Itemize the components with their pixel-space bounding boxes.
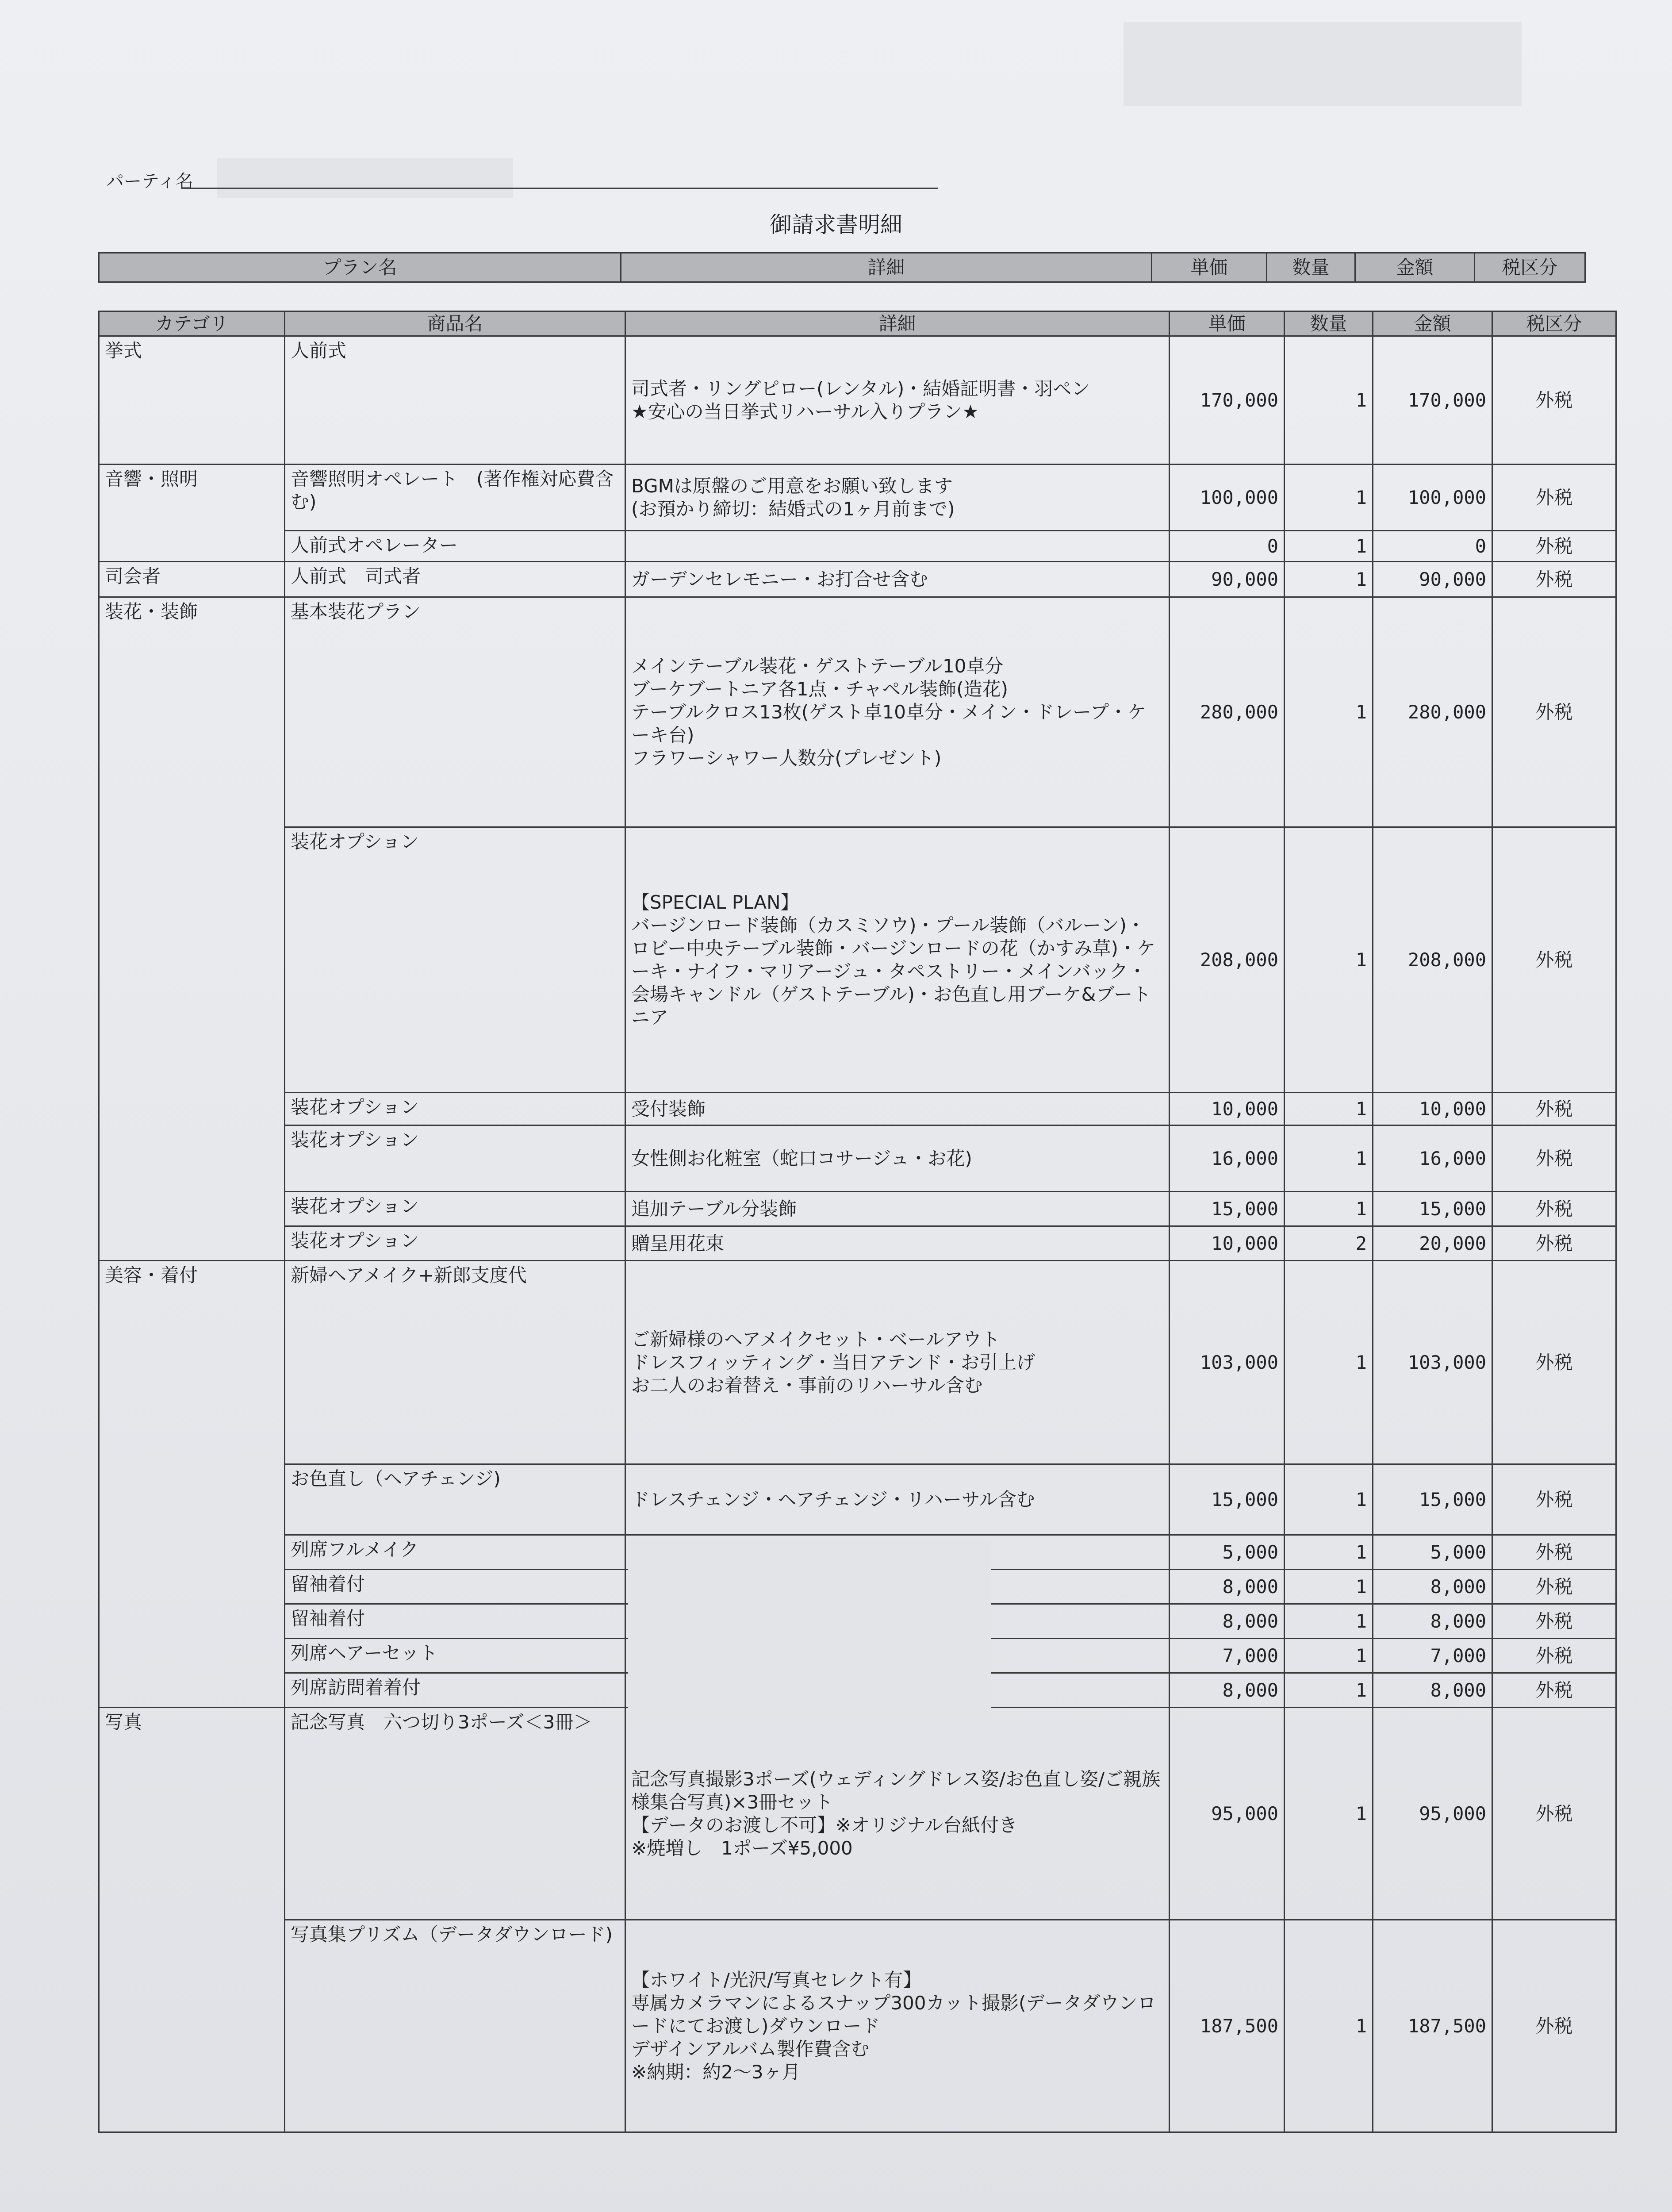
unit-price-cell: 15,000 <box>1170 1192 1285 1226</box>
category-header: カテゴリ <box>99 311 285 336</box>
unit-price-cell: 15,000 <box>1170 1464 1285 1535</box>
product-name-cell: 留袖着付 <box>285 1604 625 1639</box>
product-name-cell: 記念写真 六つ切り3ポーズ＜3冊＞ <box>285 1708 625 1920</box>
unit-price-cell: 187,500 <box>1170 1920 1285 2132</box>
quantity-cell: 1 <box>1285 1920 1373 2132</box>
plan-tax-header: 税区分 <box>1475 253 1585 282</box>
table-row <box>99 336 1616 465</box>
unit-price-cell: 8,000 <box>1170 1604 1285 1639</box>
amount-cell: 16,000 <box>1373 1125 1492 1192</box>
quantity-cell: 1 <box>1285 562 1373 597</box>
tax-cell: 外税 <box>1492 1570 1616 1604</box>
table-row <box>99 1192 1616 1226</box>
table-row <box>99 1226 1616 1261</box>
unit-price-cell: 100,000 <box>1170 465 1285 531</box>
table-row <box>99 827 1616 1093</box>
product-name-cell: 新婦ヘアメイク+新郎支度代 <box>285 1261 625 1464</box>
quantity-cell: 2 <box>1285 1226 1373 1261</box>
quantity-cell: 1 <box>1285 827 1373 1093</box>
table-row <box>99 1708 1616 1920</box>
tax-cell: 外税 <box>1492 1192 1616 1226</box>
document-title: 御請求書明細 <box>770 212 902 238</box>
product-name-cell: お色直し（ヘアチェンジ) <box>285 1464 625 1535</box>
category-cell: 美容・着付 <box>99 1261 285 1708</box>
product-name-cell: 音響照明オペレート (著作権対応費含む) <box>285 465 625 531</box>
category-cell: 装花・装飾 <box>99 597 285 1261</box>
quantity-cell: 1 <box>1285 1535 1373 1570</box>
product-name-cell: 装花オプション <box>285 1226 625 1261</box>
amount-cell: 8,000 <box>1373 1570 1492 1604</box>
unit-price-cell: 8,000 <box>1170 1570 1285 1604</box>
detail-cell: 女性側お化粧室（蛇口コサージュ・お花) <box>625 1125 1170 1192</box>
amount-cell: 280,000 <box>1373 597 1492 827</box>
amount-cell: 20,000 <box>1373 1226 1492 1261</box>
unit-price-cell: 208,000 <box>1170 827 1285 1093</box>
tax-cell: 外税 <box>1492 1920 1616 2132</box>
product-name-cell: 装花オプション <box>285 1125 625 1192</box>
unit-price-cell: 90,000 <box>1170 562 1285 597</box>
product-name-cell: 装花オプション <box>285 1192 625 1226</box>
plan-header-table <box>98 252 1586 283</box>
category-cell: 挙式 <box>99 336 285 465</box>
tax-cell: 外税 <box>1492 827 1616 1093</box>
amount-cell: 187,500 <box>1373 1920 1492 2132</box>
unit-price-cell: 280,000 <box>1170 597 1285 827</box>
quantity-cell: 1 <box>1285 1464 1373 1535</box>
amount-header: 金額 <box>1373 311 1492 336</box>
quantity-cell: 1 <box>1285 465 1373 531</box>
quantity-cell: 1 <box>1285 1570 1373 1604</box>
detail-cell: 【SPECIAL PLAN】 バージンロード装飾（カスミソウ)・プール装飾（バルーン)・ロビー中央テーブル装飾・バージンロードの花（かすみ草)・ケーキ・ナイフ・マリアージュ・タペストリー・メインバック・会場キャンドル（ゲストテーブル)・お色直し用ブーケ&ブートニア <box>625 827 1170 1093</box>
product-name-cell: 人前式オペレーター <box>285 531 625 562</box>
detail-cell: ドレスチェンジ・ヘアチェンジ・リハーサル含む <box>625 1464 1170 1535</box>
quantity-cell: 1 <box>1285 1673 1373 1708</box>
redacted-details-block <box>628 1540 991 1721</box>
category-cell: 写真 <box>99 1708 285 2132</box>
amount-cell: 100,000 <box>1373 465 1492 531</box>
table-row <box>99 597 1616 827</box>
unit-price-header: 単価 <box>1170 311 1285 336</box>
amount-cell: 8,000 <box>1373 1673 1492 1708</box>
tax-cell: 外税 <box>1492 562 1616 597</box>
tax-category-header: 税区分 <box>1492 311 1616 336</box>
plan-name-header: プラン名 <box>99 253 621 282</box>
unit-price-cell: 103,000 <box>1170 1261 1285 1464</box>
product-name-cell: 留袖着付 <box>285 1570 625 1604</box>
amount-cell: 90,000 <box>1373 562 1492 597</box>
quantity-cell: 1 <box>1285 1192 1373 1226</box>
product-name-cell: 基本装花プラン <box>285 597 625 827</box>
amount-cell: 10,000 <box>1373 1093 1492 1125</box>
unit-price-cell: 170,000 <box>1170 336 1285 465</box>
tax-cell: 外税 <box>1492 1673 1616 1708</box>
plan-unit-header: 単価 <box>1152 253 1267 282</box>
tax-cell: 外税 <box>1492 1708 1616 1920</box>
detail-cell: ガーデンセレモニー・お打合せ含む <box>625 562 1170 597</box>
table-row <box>99 465 1616 531</box>
quantity-cell: 1 <box>1285 531 1373 562</box>
table-row <box>99 1464 1616 1535</box>
detail-cell: 【ホワイト/光沢/写真セレクト有】 専属カメラマンによるスナップ300カット撮影(データダウンロードにてお渡し)ダウンロード デザインアルバム製作費含む ※納期：約2～3ヶ月 <box>625 1920 1170 2132</box>
amount-cell: 15,000 <box>1373 1464 1492 1535</box>
tax-cell: 外税 <box>1492 597 1616 827</box>
unit-price-cell: 8,000 <box>1170 1673 1285 1708</box>
tax-cell: 外税 <box>1492 1125 1616 1192</box>
party-name-label: パーティ名 <box>106 171 193 192</box>
tax-cell: 外税 <box>1492 1639 1616 1673</box>
plan-detail-header: 詳細 <box>621 253 1152 282</box>
items-table <box>98 311 1617 2133</box>
detail-header: 詳細 <box>625 311 1170 336</box>
tax-cell: 外税 <box>1492 531 1616 562</box>
product-name-cell: 装花オプション <box>285 827 625 1093</box>
tax-cell: 外税 <box>1492 1226 1616 1261</box>
unit-price-cell: 0 <box>1170 531 1285 562</box>
unit-price-cell: 10,000 <box>1170 1093 1285 1125</box>
table-row <box>99 1920 1616 2132</box>
quantity-cell: 1 <box>1285 1708 1373 1920</box>
amount-cell: 0 <box>1373 531 1492 562</box>
table-row <box>99 531 1616 562</box>
detail-cell: 贈呈用花束 <box>625 1226 1170 1261</box>
tax-cell: 外税 <box>1492 1604 1616 1639</box>
detail-cell: ご新婦様のヘアメイクセット・ベールアウト ドレスフィッティング・当日アテンド・お引上げ お二人のお着替え・事前のリハーサル含む <box>625 1261 1170 1464</box>
detail-cell: 司式者・リングピロー(レンタル)・結婚証明書・羽ペン ★安心の当日挙式リハーサル入りプラン★ <box>625 336 1170 465</box>
table-row <box>99 562 1616 597</box>
product-name-cell: 写真集プリズム（データダウンロード) <box>285 1920 625 2132</box>
tax-cell: 外税 <box>1492 1261 1616 1464</box>
plan-amount-header: 金額 <box>1355 253 1475 282</box>
tax-cell: 外税 <box>1492 336 1616 465</box>
quantity-cell: 1 <box>1285 1639 1373 1673</box>
tax-cell: 外税 <box>1492 465 1616 531</box>
table-row <box>99 1125 1616 1192</box>
quantity-cell: 1 <box>1285 336 1373 465</box>
quantity-cell: 1 <box>1285 1125 1373 1192</box>
unit-price-cell: 7,000 <box>1170 1639 1285 1673</box>
amount-cell: 5,000 <box>1373 1535 1492 1570</box>
quantity-cell: 1 <box>1285 1604 1373 1639</box>
unit-price-cell: 10,000 <box>1170 1226 1285 1261</box>
product-name-cell: 列席ヘアーセット <box>285 1639 625 1673</box>
category-cell: 音響・照明 <box>99 465 285 562</box>
detail-cell: 記念写真撮影3ポーズ(ウェディングドレス姿/お色直し姿/ご親族様集合写真)×3冊セット 【データのお渡し不可】※オリジナル台紙付き ※焼増し 1ポーズ¥5,000 <box>625 1708 1170 1920</box>
unit-price-cell: 95,000 <box>1170 1708 1285 1920</box>
tax-cell: 外税 <box>1492 1535 1616 1570</box>
tax-cell: 外税 <box>1492 1464 1616 1535</box>
redacted-party-name <box>217 158 513 198</box>
detail-cell: BGMは原盤のご用意をお願い致します (お預かり締切：結婚式の1ヶ月前まで) <box>625 465 1170 531</box>
quantity-cell: 1 <box>1285 1261 1373 1464</box>
detail-cell: メインテーブル装花・ゲストテーブル10卓分 ブーケブートニア各1点・チャペル装飾(造花) テーブルクロス13枚(ゲスト卓10卓分・メイン・ドレープ・ケーキ台) フラワーシャワー人数分(プレゼント) <box>625 597 1170 827</box>
amount-cell: 170,000 <box>1373 336 1492 465</box>
product-header: 商品名 <box>285 311 625 336</box>
redacted-header-block <box>1124 22 1522 106</box>
unit-price-cell: 5,000 <box>1170 1535 1285 1570</box>
product-name-cell: 列席訪問着着付 <box>285 1673 625 1708</box>
table-row <box>99 1093 1616 1125</box>
unit-price-cell: 16,000 <box>1170 1125 1285 1192</box>
product-name-cell: 装花オプション <box>285 1093 625 1125</box>
party-name-underline <box>181 188 938 189</box>
quantity-header: 数量 <box>1285 311 1373 336</box>
amount-cell: 8,000 <box>1373 1604 1492 1639</box>
product-name-cell: 人前式 <box>285 336 625 465</box>
amount-cell: 15,000 <box>1373 1192 1492 1226</box>
quantity-cell: 1 <box>1285 597 1373 827</box>
detail-cell <box>625 531 1170 562</box>
table-row <box>99 1261 1616 1464</box>
amount-cell: 103,000 <box>1373 1261 1492 1464</box>
plan-qty-header: 数量 <box>1267 253 1355 282</box>
product-name-cell: 列席フルメイク <box>285 1535 625 1570</box>
amount-cell: 95,000 <box>1373 1708 1492 1920</box>
amount-cell: 7,000 <box>1373 1639 1492 1673</box>
category-cell: 司会者 <box>99 562 285 597</box>
detail-cell: 追加テーブル分装飾 <box>625 1192 1170 1226</box>
quantity-cell: 1 <box>1285 1093 1373 1125</box>
product-name-cell: 人前式 司式者 <box>285 562 625 597</box>
tax-cell: 外税 <box>1492 1093 1616 1125</box>
detail-cell: 受付装飾 <box>625 1093 1170 1125</box>
amount-cell: 208,000 <box>1373 827 1492 1093</box>
